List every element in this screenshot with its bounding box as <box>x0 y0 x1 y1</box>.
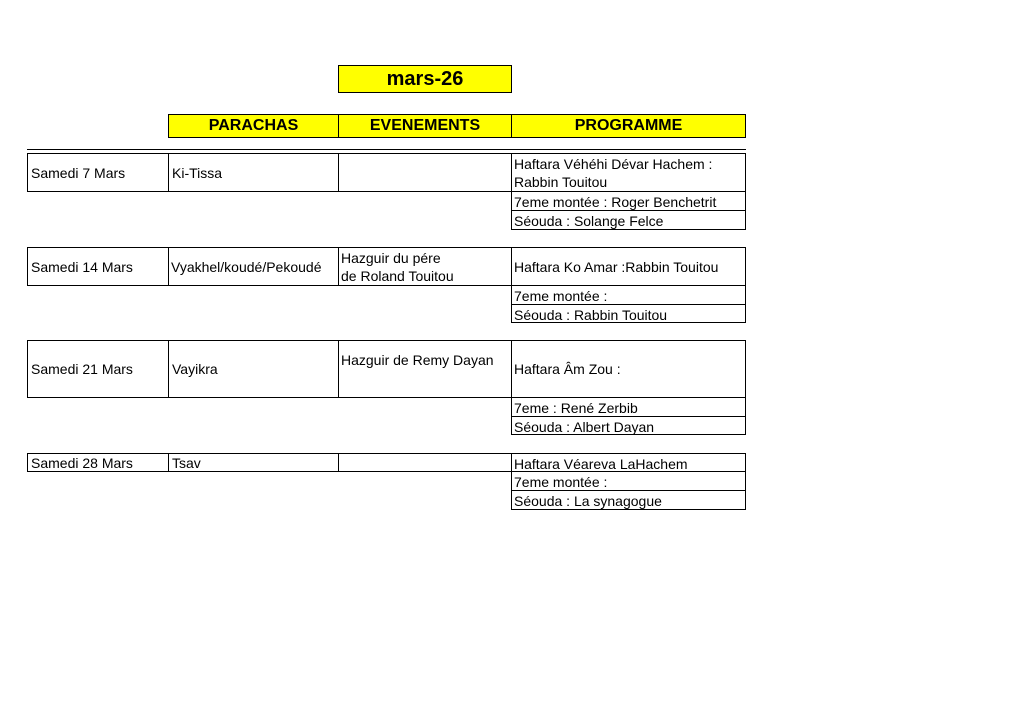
row-programme-seouda: Séouda : La synagogue <box>511 490 746 510</box>
row-programme-haftara: Haftara Véareva LaHachem <box>511 453 746 472</box>
row-paracha: Ki-Tissa <box>168 153 339 192</box>
separator-line <box>27 149 746 150</box>
row-date: Samedi 7 Mars <box>27 153 169 192</box>
row-programme-montee: 7eme montée : <box>511 285 746 305</box>
row-paracha: Tsav <box>168 453 339 472</box>
row-evenement: Hazguir de Remy Dayan <box>338 340 512 398</box>
row-programme-seouda: Séouda : Rabbin Touitou <box>511 304 746 323</box>
row-programme-seouda: Séouda : Solange Felce <box>511 210 746 230</box>
row-paracha: Vayikra <box>168 340 339 398</box>
row-evenement <box>338 453 512 472</box>
row-evenement: Hazguir du pére de Roland Touitou <box>338 247 512 286</box>
row-programme-montee: 7eme montée : <box>511 471 746 491</box>
header-evenements: EVENEMENTS <box>338 114 512 138</box>
row-date: Samedi 28 Mars <box>27 453 169 472</box>
row-paracha: Vyakhel/koudé/Pekoudé <box>168 247 339 286</box>
header-programme: PROGRAMME <box>511 114 746 138</box>
row-evenement <box>338 153 512 192</box>
row-date: Samedi 21 Mars <box>27 340 169 398</box>
row-date: Samedi 14 Mars <box>27 247 169 286</box>
row-programme-montee: 7eme : René Zerbib <box>511 397 746 417</box>
header-parachas: PARACHAS <box>168 114 339 138</box>
row-programme-montee: 7eme montée : Roger Benchetrit <box>511 191 746 211</box>
row-programme-haftara: Haftara Véhéhi Dévar Hachem : Rabbin Touitou <box>511 153 746 192</box>
row-programme-haftara: Haftara Âm Zou : <box>511 340 746 398</box>
row-programme-seouda: Séouda : Albert Dayan <box>511 416 746 435</box>
month-title: mars-26 <box>338 65 512 93</box>
row-programme-haftara: Haftara Ko Amar :Rabbin Touitou <box>511 247 746 286</box>
